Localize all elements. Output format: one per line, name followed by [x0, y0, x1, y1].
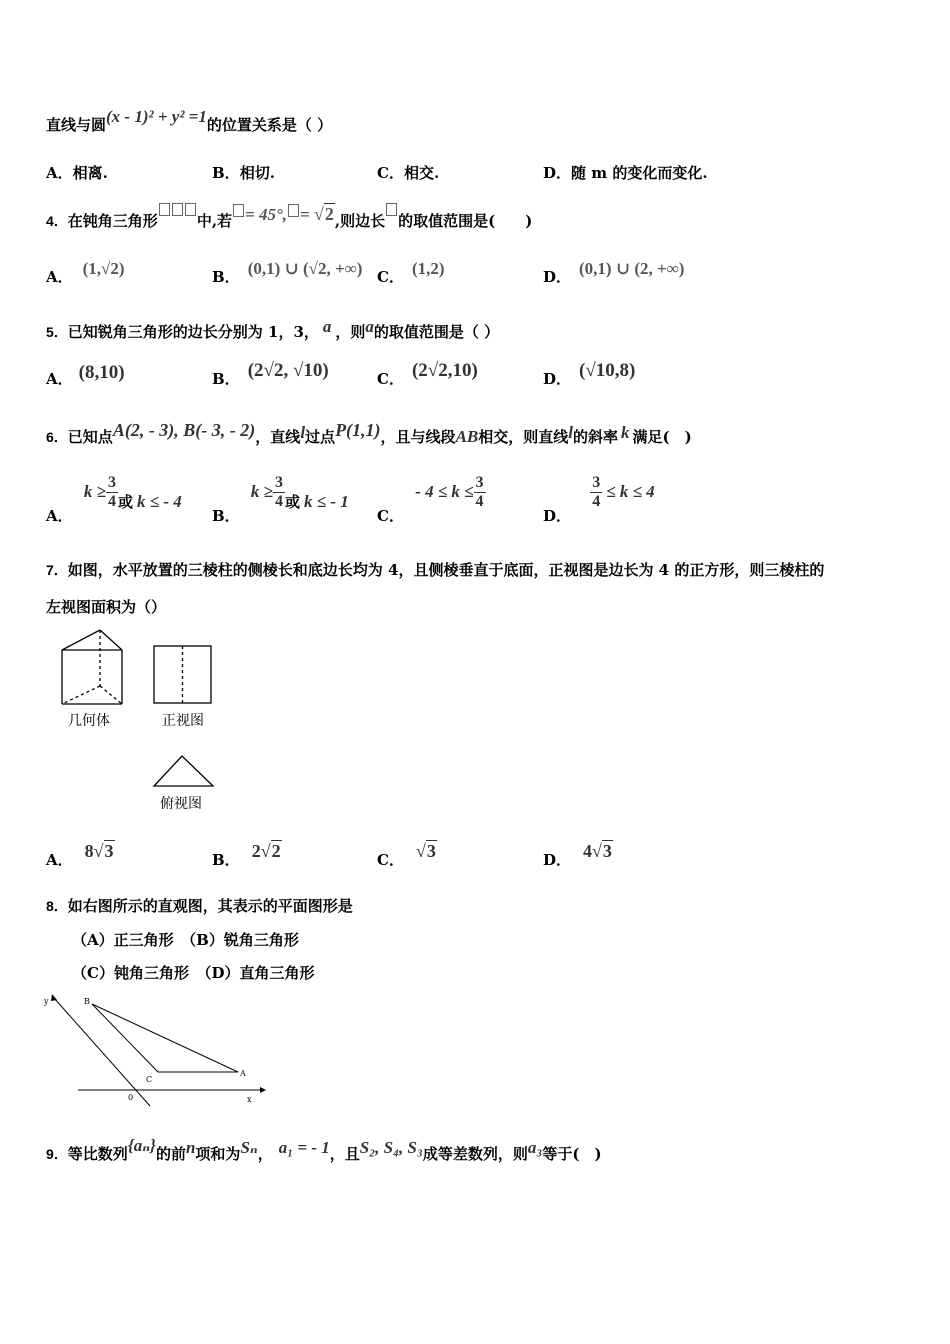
q7-option-b: B． 2√2: [212, 841, 281, 869]
q8-stem: 8．如右图所示的直观图，其表示的平面图形是: [46, 897, 353, 915]
q4-option-a: A． (1,√2): [46, 259, 125, 286]
q7-option-d: D． 4√3: [543, 841, 612, 869]
triangle-side-bc: [92, 1004, 158, 1072]
q7-option-a: A． 8√3: [46, 841, 114, 869]
label-a: A: [240, 1069, 246, 1078]
q5-option-b: B． (2√2, √10): [212, 360, 329, 388]
label-b: B: [84, 997, 90, 1006]
q6-stem: 6．已知点A(2, - 3), B(- 3, - 2)，直线l过点P(1,1)，且与线段AB相交，则直线l的斜率 k 满足( ): [46, 420, 692, 446]
q3-stem: 直线与圆(x - 1)² + y² =1的位置关系是（ ）: [46, 107, 333, 134]
q6-option-d: D． $\frac{3}{4}$ ≤ k ≤ 4: [543, 474, 655, 525]
q3-option-c: C．相交.: [377, 164, 440, 182]
q7-stem-line2: 左视图面积为（）: [46, 598, 167, 616]
q8-options-line2: （C）钝角三角形 （D）直角三角形: [72, 964, 315, 982]
x-axis-arrow: [260, 1087, 266, 1093]
front-view: [154, 646, 211, 703]
q8-intuitive-figure: [40, 990, 270, 1108]
q5-option-a: A． (8,10): [46, 362, 125, 388]
q5-option-c: C． (2√2,10): [377, 360, 478, 388]
q4-option-d: D． (0,1) ∪ (2, +∞): [543, 259, 685, 286]
q9-stem: 9．等比数列{aₙ}的前n项和为Sₙ， a₁ = - 1，且S₂, S₄, S₃成等差数列，则a₃等于( ): [46, 1136, 602, 1163]
label-x: x: [247, 1095, 252, 1104]
caption-solid: 几何体: [68, 713, 110, 729]
q3-option-a: A．相离.: [46, 164, 108, 182]
triangle-side-ba: [92, 1004, 238, 1072]
q4-option-b: B． (0,1) ∪ (√2, +∞): [212, 259, 363, 286]
label-y: y: [44, 997, 49, 1006]
y-axis-arrow: [51, 994, 57, 1001]
top-view: [154, 756, 213, 786]
q4-stem: 4．在钝角三角形 中,若 = 45°, = √2,则边长 的取值范围是( ): [46, 204, 533, 230]
q6-option-c: C． - 4 ≤ k ≤ $\frac{3}{4}$: [377, 474, 484, 525]
q7-stem-line1: 7．如图，水平放置的三棱柱的侧棱长和底边长均为 4，且侧棱垂直于底面，正视图是边长为 4 的正方形，则三棱柱的: [46, 561, 825, 579]
q6-option-a: A． k ≥ $\frac{3}{4}$ 或 k ≤ - 4: [46, 474, 182, 525]
caption-top-view: 俯视图: [160, 796, 202, 812]
label-c: C: [146, 1075, 153, 1084]
q3-option-b: B．相切.: [212, 164, 275, 182]
prism-solid: [62, 630, 122, 704]
q6-option-b: B． k ≥ $\frac{3}{4}$ 或 k ≤ - 1: [212, 474, 349, 525]
q5-stem: 5．已知锐角三角形的边长分别为 1，3， a ，则a的取值范围是（ ）: [46, 317, 500, 341]
q7-option-c: C． √3: [377, 841, 436, 869]
label-origin: 0: [128, 1093, 134, 1102]
q8-options-line1: （A）正三角形 （B）锐角三角形: [72, 931, 299, 949]
q5-option-d: D． (√10,8): [543, 360, 636, 388]
q3-formula: (x - 1)² + y² =1: [106, 107, 207, 126]
q4-option-c: C． (1,2): [377, 259, 445, 286]
q3-option-d: D．随 m 的变化而变化.: [543, 164, 708, 182]
caption-front-view: 正视图: [162, 713, 204, 729]
